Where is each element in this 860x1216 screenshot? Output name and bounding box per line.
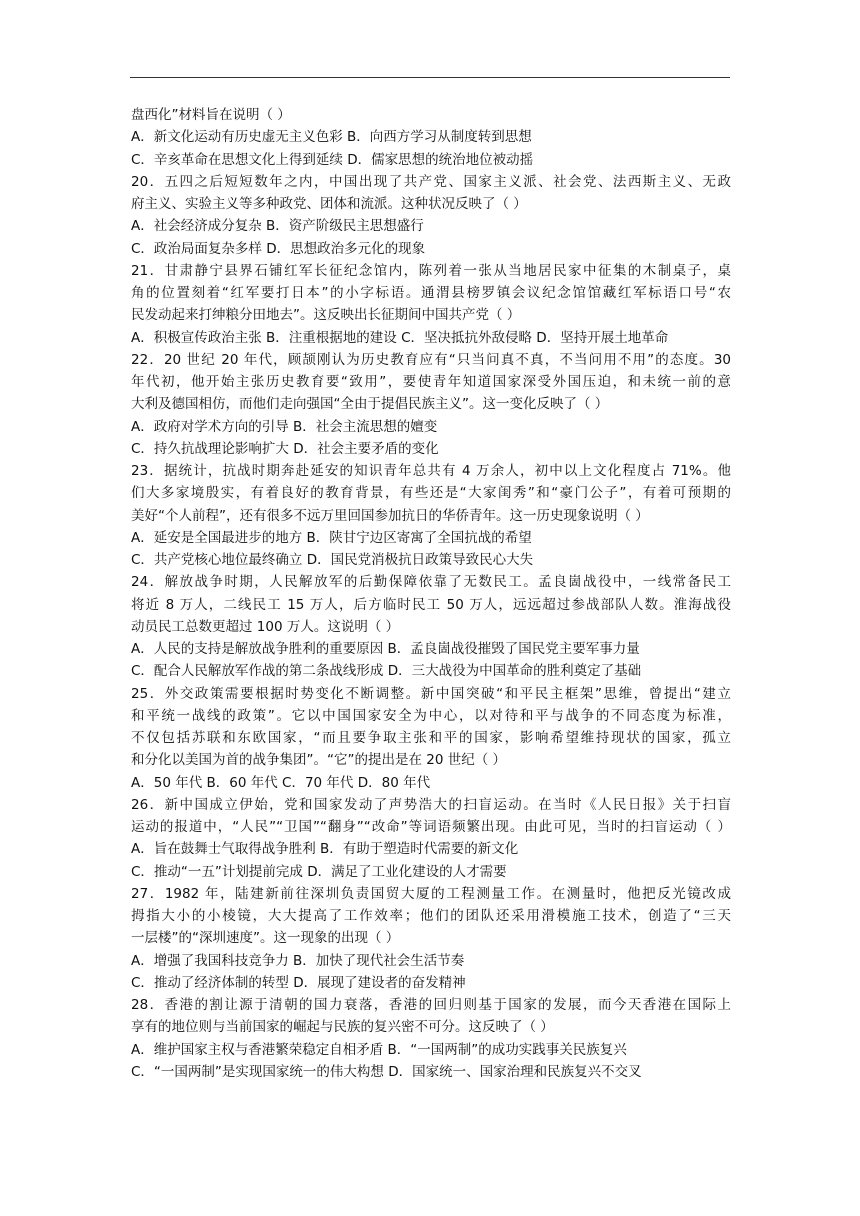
text-line-q23-cd: C．共产党核心地位最终确立 D．国民党消极抗日政策导致民心大失 [131,552,534,568]
text-line-q25-l4: 和分化以美国为首的战争集团”。“它”的提出是在 20 世纪（ ） [131,752,507,769]
header-rule [130,77,730,78]
text-line-q27-ab: A．增强了我国科技竞争力 B．加快了现代社会生活节奏 [131,952,465,969]
text-line-q21-l3: 民发动起来打绅粮分田地去”。这反映出长征期间中国共产党（ ） [131,307,521,324]
text-line-q20-cd: C．政治局面复杂多样 D．思想政治多元化的现象 [131,240,426,257]
text-line-q24-l1: 24．解放战争时期，人民解放军的后勤保障依靠了无数民工。孟良崮战役中，一线常备民工 [131,574,731,591]
text-line-q28-ab: A．维护国家主权与香港繁荣稳定自相矛盾 B．“一国两制”的成功实践事关民族复兴 [131,1041,627,1058]
text-line-q23-l1: 23．据统计，抗战时期奔赴延安的知识青年总共有 4 万余人，初中以上文化程度占 71%。他 [131,463,731,479]
question-text [131,104,731,1083]
text-line-q22-cd: C．持久抗战理论影响扩大 D．社会主要矛盾的变化 [131,440,439,457]
text-line-q26-ab: A．旨在鼓舞士气取得战争胜利 B．有助于塑造时代需要的新文化 [131,841,519,858]
text-line-q22-l3: 大利及德国相仿，而他们走向强国“全由于提倡民族主义”。这一变化反映了（ ） [131,396,609,413]
text-line-q25-l1: 25．外交政策需要根据时势变化不断调整。新中国突破“和平民主框架”思维，曾提出“建立 [131,685,731,702]
text-line-q26-cd: C．推动“一五”计划提前完成 D．满足了工业化建设的人才需要 [131,863,507,880]
text-line-q21-l2: 角的位置刻着“红军要打日本”的小字标语。通渭县榜罗镇会议纪念馆馆藏红军标语口号“农 [131,285,731,301]
text-line-q19-tail: 盘西化”材料旨在说明（ ） [131,107,291,123]
text-line-q19-ab: A．新文化运动有历史虚无主义色彩 B．向西方学习从制度转到思想 [131,129,532,146]
text-line-q22-ab: A．政府对学术方向的引导 B．社会主流思想的嬗变 [131,418,438,435]
text-line-q20-l1: 20．五四之后短短数年之内，中国出现了共产党、国家主义派、社会党、法西斯主义、无政 [131,173,731,190]
text-line-q24-cd: C．配合人民解放军作战的第二条战线形成 D．三大战役为中国革命的胜利奠定了基础 [131,663,642,680]
text-line-q23-l3: 美好“个人前程”，还有很多不远万里回国参加抗日的华侨青年。这一历史现象说明（ ） [131,507,649,524]
text-line-q22-l1: 22．20 世纪 20 年代，顾颉刚认为历史教育应有“只当问真不真，不当问用不用”的态度。30 [131,351,731,368]
text-line-q22-l2: 年代初，他开始主张历史教育要“致用”，要使青年知道国家深受外国压迫，和未统一前的意 [131,374,731,390]
text-line-q28-l2: 享有的地位则与当前国家的崛起与民族的复兴密不可分。这反映了（ ） [131,1019,554,1036]
text-line-q27-l2: 拇指大小的小棱镜，大大提高了工作效率；他们的团队还采用滑模施工技术，创造了“三天 [131,908,731,924]
text-line-q25-abcd: A．50 年代 B．60 年代 C．70 年代 D．80 年代 [131,774,431,791]
text-line-q28-l1: 28．香港的割让源于清朝的国力衰落，香港的回归则基于国家的发展，而今天香港在国际上 [131,997,731,1013]
text-line-q27-l1: 27．1982 年，陆建新前往深圳负责国贸大厦的工程测量工作。在测量时，他把反光镜改成 [131,885,731,902]
text-line-q26-l1: 26．新中国成立伊始，党和国家发动了声势浩大的扫盲运动。在当时《人民日报》关于扫盲 [131,796,731,813]
text-line-q25-l2: 和平统一战线的政策”。它以中国国家安全为中心，以对待和平与战争的不同态度为标准， [131,707,731,724]
text-line-q28-cd: C．“一国两制”是实现国家统一的伟大构想 D．国家统一、国家治理和民族复兴不交叉 [131,1063,642,1080]
text-line-q25-l3: 不仅包括苏联和东欧国家，“而且要争取主张和平的国家，影响希望维持现状的国家，孤立 [131,730,731,746]
text-line-q20-l2: 府主义、实验主义等多种政党、团体和流派。这种状况反映了（ ） [131,196,527,212]
text-line-q27-cd: C．推动了经济体制的转型 D．展现了建设者的奋发精神 [131,974,466,991]
text-line-q27-l3: 一层楼”的“深圳速度”。这一现象的出现（ ） [131,930,400,947]
text-line-q26-l2: 运动的报道中，“人民”“卫国”“翻身”“改命”等词语频繁出现。由此可见，当时的扫盲运动（ ） [131,819,731,835]
text-line-q21-l1: 21．甘肃静宁县界石铺红军长征纪念馆内，陈列着一张从当地居民家中征集的木制桌子，桌 [131,262,731,279]
text-line-q23-l2: 们大多家境殷实，有着良好的教育背景，有些还是“大家闺秀”和“豪门公子”，有着可预期的 [131,485,731,502]
text-line-q23-ab: A．延安是全国最进步的地方 B．陕甘宁边区寄寓了全国抗战的希望 [131,529,532,546]
text-line-q20-ab: A．社会经济成分复杂 B．资产阶级民主思想盛行 [131,218,424,235]
text-line-q24-ab: A．人民的支持是解放战争胜利的重要原因 B．孟良崮战役摧毁了国民党主要军事力量 [131,641,640,657]
text-line-q24-l3: 动员民工总数更超过 100 万人。这说明（ ） [131,618,400,635]
text-line-q19-cd: C．辛亥革命在思想文化上得到延续 D．儒家思想的统治地位被动摇 [131,151,534,168]
text-line-q24-l2: 将近 8 万人，二线民工 15 万人，后方临时民工 50 万人，远远超过参战部队人数。淮海战役 [131,596,731,613]
text-line-q21-abcd: A．积极宣传政治主张 B．注重根据地的建设 C．坚决抵抗外敌侵略 D．坚持开展土地革命 [131,329,669,346]
